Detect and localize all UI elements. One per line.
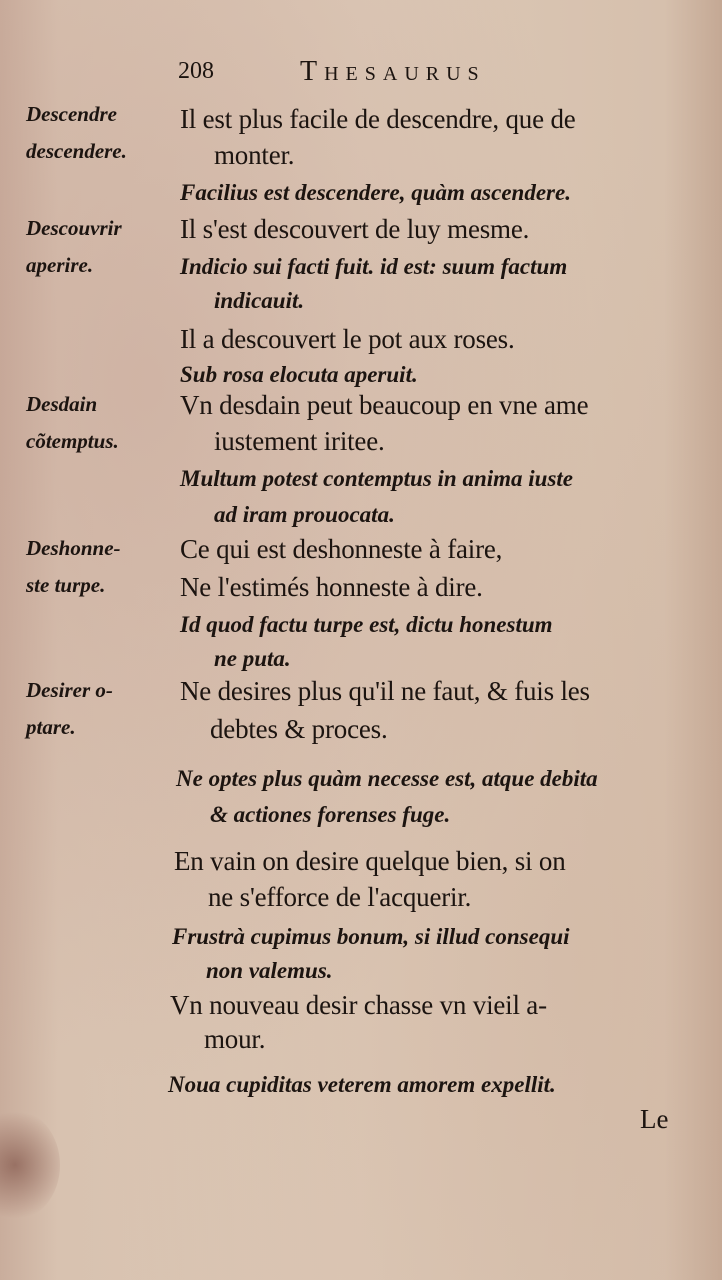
latin-line: ad iram prouocata. — [214, 502, 395, 527]
french-line: Ce qui est deshonneste à faire, — [180, 534, 503, 564]
latin-line: Sub rosa elocuta aperuit. — [180, 362, 418, 387]
page-header — [178, 56, 608, 90]
latin-line: Ne optes plus quàm necesse est, atque debita — [176, 766, 598, 791]
running-head: Thesaurus — [300, 56, 486, 87]
margin-headword: Desirer o- — [26, 678, 113, 702]
french-line: Ne l'estimés honneste à dire. — [180, 572, 483, 602]
french-line: Il s'est descouvert de luy mesme. — [180, 214, 530, 244]
latin-line: ne puta. — [214, 646, 291, 671]
latin-line: Indicio sui facti fuit. id est: suum factum — [180, 254, 568, 279]
margin-latin: ptare. — [26, 715, 76, 739]
french-line: Il est plus facile de descendre, que de — [180, 104, 576, 134]
margin-note — [26, 530, 176, 604]
margin-headword: Descendre — [26, 102, 117, 126]
margin-latin: descendere. — [26, 139, 127, 163]
french-line: En vain on desire quelque bien, si on — [174, 846, 566, 876]
margin-latin: aperire. — [26, 253, 94, 277]
margin-note — [26, 210, 176, 284]
margin-latin: cõtemptus. — [26, 429, 119, 453]
margin-headword: Desdain — [26, 392, 98, 416]
latin-line: Id quod factu turpe est, dictu honestum — [180, 612, 553, 637]
french-line: Vn desdain peut beaucoup en vne ame — [180, 390, 589, 420]
margin-note — [26, 96, 176, 170]
french-line: Ne desires plus qu'il ne faut, & fuis les — [180, 676, 590, 706]
french-line: ne s'efforce de l'acquerir. — [208, 882, 472, 912]
latin-line: Multum potest contemptus in anima iuste — [180, 466, 573, 491]
latin-line: Frustrà cupimus bonum, si illud consequi — [172, 924, 570, 949]
latin-line: & actiones forenses fuge. — [210, 802, 451, 827]
french-line: Vn nouveau desir chasse vn vieil a- — [170, 990, 547, 1020]
margin-latin: ste turpe. — [26, 573, 106, 597]
latin-line: non valemus. — [206, 958, 333, 983]
margin-note — [26, 386, 176, 460]
paper-stain — [0, 1110, 60, 1220]
french-line: monter. — [214, 140, 295, 170]
latin-line: Noua cupiditas veterem amorem expellit. — [168, 1072, 556, 1097]
french-line: Il a descouvert le pot aux roses. — [180, 324, 515, 354]
page-number: 208 — [178, 58, 214, 84]
french-line: mour. — [204, 1024, 266, 1054]
margin-note — [26, 672, 176, 746]
margin-headword: Descouvrir — [26, 216, 122, 240]
margin-headword: Deshonne- — [26, 536, 121, 560]
catchword: Le — [640, 1104, 669, 1134]
latin-line: indicauit. — [214, 288, 305, 313]
latin-line: Facilius est descendere, quàm ascendere. — [180, 180, 571, 205]
french-line: debtes & proces. — [210, 714, 388, 744]
french-line: iustement iritee. — [214, 426, 385, 456]
